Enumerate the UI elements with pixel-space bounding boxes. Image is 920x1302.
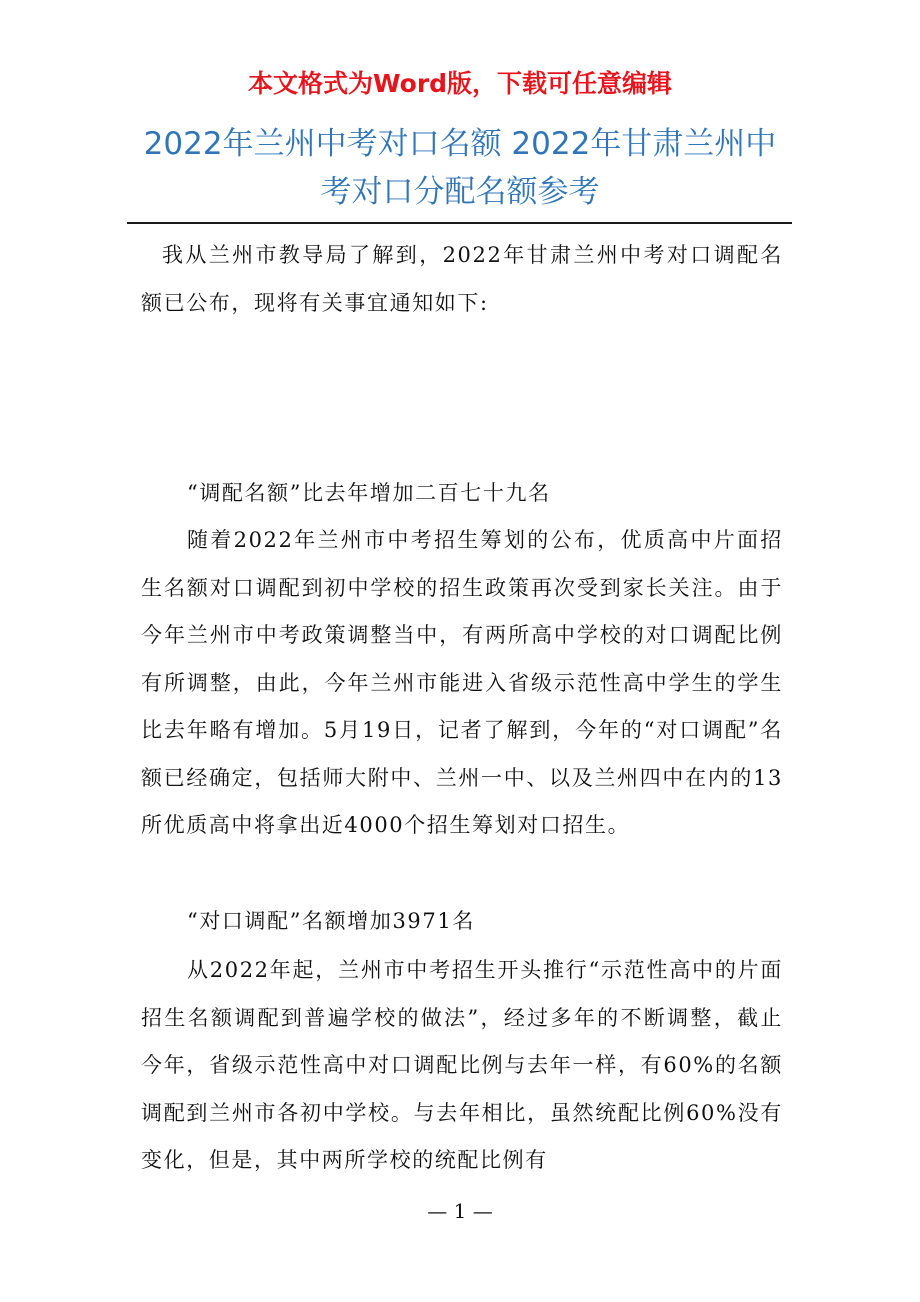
subheading-allocation-increase: “对口调配”名额增加3971名: [187, 909, 475, 933]
format-notice-banner: 本文格式为Word版，下载可任意编辑: [247, 69, 673, 98]
subheading-quota-increase: “调配名额”比去年增加二百七十九名: [187, 481, 551, 505]
title-divider: [127, 222, 792, 224]
page-number: — 1 —: [427, 1199, 493, 1223]
body-paragraph-1: 随着2022年兰州市中考招生筹划的公布，优质高中片面招生名额对口调配到初中学校的招生政策再次受到家长关注。由于今年兰州市中考政策调整当中，有两所高中学校的对口调配比例有所调整，由此，今年兰州市能进入省级示范性高中学生的学生比去年略有增加。5月19日，记者了解到，今年的“对口调配”名额已经确定，包括师大附中、兰州一中、以及兰州四中在内的13所优质高中将拿出近4000个招生筹划对口招生。: [141, 528, 783, 837]
body-paragraph-2: 从2022年起，兰州市中考招生开头推行“示范性高中的片面招生名额调配到普遍学校的做法”，经过多年的不断调整，截止今年，省级示范性高中对口调配比例与去年一样，有60%的名额调配到兰州市各初中学校。与去年相比，虽然统配比例60%没有变化，但是，其中两所学校的统配比例有: [141, 958, 783, 1172]
intro-paragraph: 我从兰州市教导局了解到，2022年甘肃兰州中考对口调配名额已公布，现将有关事宜通知如下:: [141, 243, 783, 315]
document-title: 2022年兰州中考对口名额 2022年甘肃兰州中考对口分配名额参考: [143, 126, 777, 210]
